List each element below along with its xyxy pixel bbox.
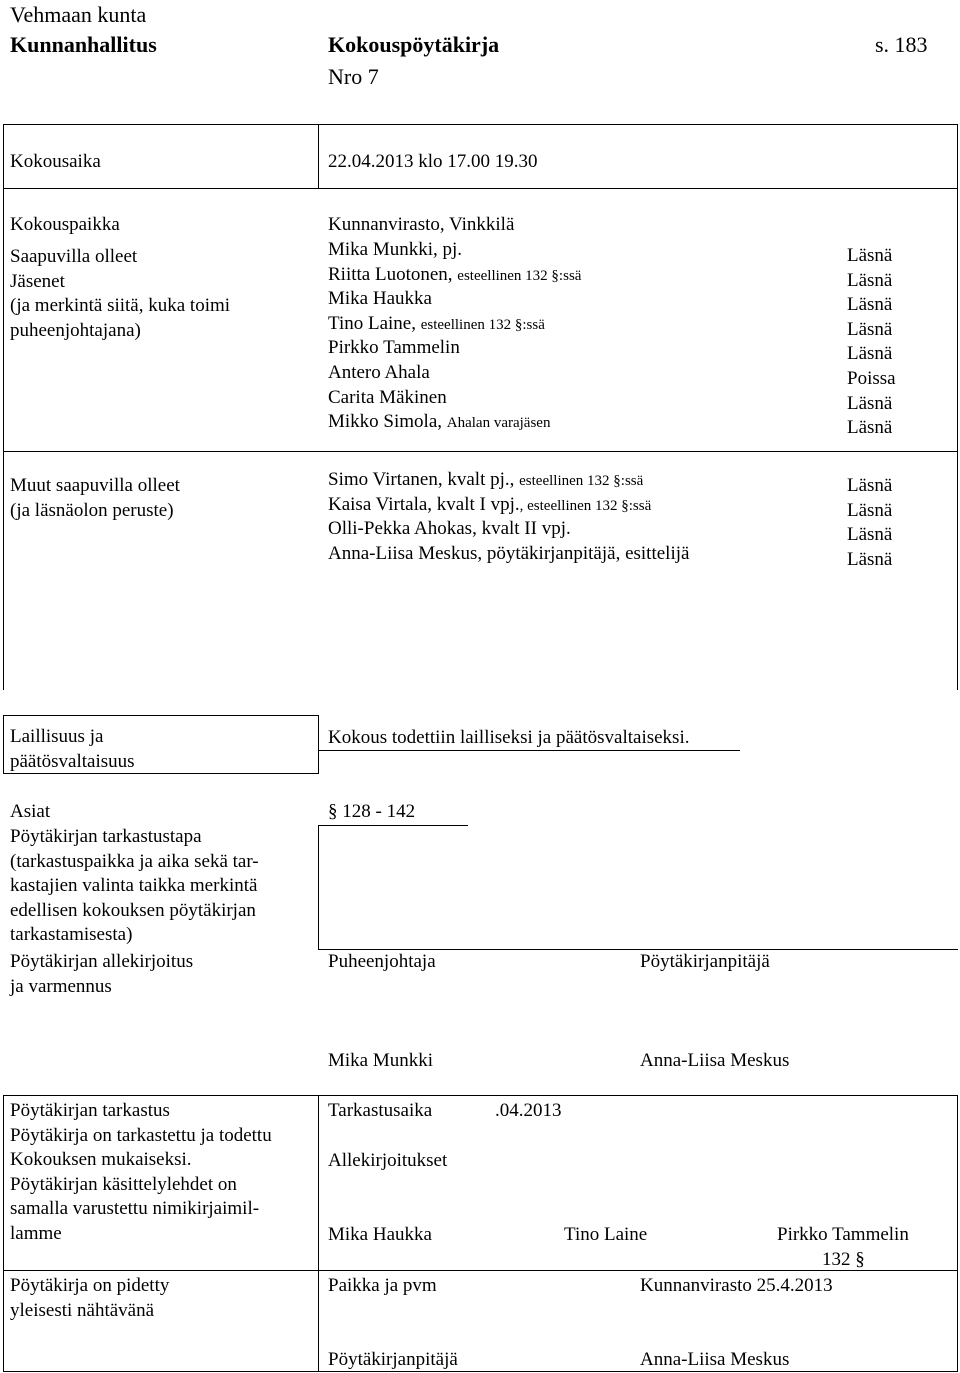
reviewer-name: Tino Laine [564, 1224, 648, 1245]
label-line: Kokouksen mukaiseksi. [10, 1149, 192, 1171]
label-line: Jäsenet [10, 270, 65, 292]
member-name: Carita Mäkinen [328, 386, 447, 408]
secretary-title: Pöytäkirjanpitäjä [640, 951, 770, 972]
page-number: s. 183 [875, 32, 928, 57]
label-line: Pöytäkirja on tarkastettu ja todettu [10, 1124, 272, 1146]
legality-mid-border [318, 715, 319, 774]
member-name: Riitta Luotonen, [328, 263, 453, 285]
box-right-border [957, 124, 958, 690]
secretary-name: Anna-Liisa Meskus [640, 1050, 790, 1071]
meeting-time-value: 22.04.2013 klo 17.00 19.30 [328, 151, 538, 172]
meeting-place-label: Kokouspaikka [10, 214, 120, 235]
others-label [10, 474, 180, 523]
other-name: Anna-Liisa Meskus, pöytäkirjanpitäjä, esittelijä [328, 542, 690, 564]
member-name: Pirkko Tammelin [328, 337, 460, 359]
label-line: Laillisuus ja [10, 726, 104, 747]
chair-name: Mika Munkki [328, 1050, 434, 1071]
chair-title: Puheenjohtaja [328, 951, 436, 972]
time-column-divider [318, 124, 319, 189]
member-name: Mikko Simola, [328, 411, 443, 433]
publication-label [10, 1274, 169, 1323]
member-status: Poissa [847, 367, 896, 389]
others-status-list [847, 474, 892, 572]
label-line: Pöytäkirjan allekirjoitus [10, 951, 194, 972]
other-name: Olli-Pekka Ahokas, kvalt II vpj. [328, 518, 571, 540]
signatures-label: Allekirjoitukset [328, 1150, 448, 1171]
other-note: esteellinen 132 §:ssä [519, 473, 644, 489]
review-mid-border [318, 1095, 319, 1372]
label-line: yleisesti nähtävänä [10, 1299, 155, 1321]
member-entry [328, 238, 581, 263]
review-time-value: .04.2013 [495, 1100, 562, 1121]
member-note: esteellinen 132 §:ssä [457, 267, 582, 284]
label-line: tarkastamisesta) [10, 924, 133, 946]
member-status: Läsnä [847, 269, 893, 291]
label-line: lamme [10, 1222, 62, 1244]
legality-value: Kokous todettiin lailliseksi ja päätösvaltaiseksi. [328, 727, 690, 748]
member-entry [328, 336, 581, 361]
review-time-label: Tarkastusaika [328, 1100, 433, 1121]
items-value: § 128 - 142 [328, 801, 416, 822]
body-name: Kunnanhallitus [10, 32, 157, 57]
other-name: Kaisa Virtala, kvalt I vpj. [328, 493, 520, 515]
member-entry [328, 361, 581, 386]
member-status: Läsnä [847, 392, 893, 414]
member-status: Läsnä [847, 343, 893, 365]
meeting-place-value: Kunnanvirasto, Vinkkilä [328, 214, 515, 235]
attendees-divider [3, 451, 958, 452]
reviewer-name: Mika Haukka [328, 1224, 432, 1245]
member-status-list [847, 244, 896, 441]
member-name: Mika Haukka [328, 288, 432, 310]
member-name: Tino Laine, [328, 312, 416, 334]
label-line: samalla varustettu nimikirjaimil- [10, 1198, 260, 1220]
legality-top-border [3, 715, 318, 716]
other-entry [328, 517, 689, 542]
publication-secretary-title: Pöytäkirjanpitäjä [328, 1349, 458, 1370]
member-entry [328, 410, 581, 435]
label-line: Muut saapuvilla olleet [10, 475, 180, 496]
member-status: Läsnä [847, 245, 893, 266]
reviewer-name: Pirkko Tammelin [777, 1224, 909, 1245]
other-entry [328, 468, 689, 493]
section-note: 132 § [822, 1249, 865, 1270]
member-note: Ahalan varajäsen [446, 415, 551, 432]
review-right-border [957, 1095, 958, 1372]
document-number: Nro 7 [328, 64, 379, 89]
label-line: (ja merkintä siitä, kuka toimi [10, 295, 231, 317]
label-line: (ja läsnäolon peruste) [10, 499, 174, 521]
label-line: ja varmennus [10, 975, 112, 997]
member-list [328, 238, 581, 435]
other-entry [328, 493, 689, 518]
review-method-label [10, 825, 259, 948]
signature-label [10, 950, 193, 999]
legality-left-border [3, 715, 4, 774]
member-name: Mika Munkki, pj. [328, 239, 463, 260]
box-left-border [3, 124, 4, 690]
other-status: Läsnä [847, 548, 893, 570]
review-bottom-border [3, 1371, 958, 1372]
legality-label [10, 725, 135, 774]
member-note: esteellinen 132 §:ssä [420, 316, 545, 333]
member-status: Läsnä [847, 318, 893, 340]
publication-divider [3, 1270, 958, 1271]
member-entry [328, 287, 581, 312]
member-entry [328, 312, 581, 337]
attendees-label [10, 245, 230, 343]
member-name: Antero Ahala [328, 361, 430, 383]
label-line: Pöytäkirjan käsittelylehdet on [10, 1173, 237, 1195]
label-line: Pöytäkirjan tarkastus [10, 1100, 170, 1121]
member-entry [328, 263, 581, 288]
time-place-divider [3, 188, 958, 189]
other-note: , esteellinen 132 §:ssä [519, 497, 652, 514]
member-status: Läsnä [847, 417, 893, 439]
label-line: Saapuvilla olleet [10, 246, 138, 267]
review-top-border [3, 1095, 958, 1096]
review-left-border [3, 1095, 4, 1372]
label-line: puheenjohtajana) [10, 319, 141, 341]
items-underline [318, 825, 468, 826]
other-status: Läsnä [847, 524, 893, 546]
document-type: Kokouspöytäkirja [328, 32, 500, 57]
legality-value-underline [318, 750, 740, 751]
member-status: Läsnä [847, 294, 893, 316]
review-method-divider [318, 825, 319, 950]
municipality-name: Vehmaan kunta [10, 2, 147, 27]
publication-place-label: Paikka ja pvm [328, 1275, 437, 1296]
other-status: Läsnä [847, 475, 893, 496]
items-label: Asiat [10, 801, 51, 822]
box-top-border [3, 124, 958, 125]
other-name: Simo Virtanen, kvalt pj., [328, 469, 515, 490]
member-entry [328, 386, 581, 411]
others-list [328, 468, 689, 566]
label-line: (tarkastuspaikka ja aika sekä tar- [10, 850, 259, 872]
label-line: edellisen kokouksen pöytäkirjan [10, 899, 256, 921]
meeting-time-label: Kokousaika [10, 151, 101, 172]
label-line: Pöytäkirja on pidetty [10, 1275, 170, 1296]
label-line: kastajien valinta taikka merkintä [10, 875, 258, 897]
other-entry [328, 542, 689, 567]
label-line: päätösvaltaisuus [10, 750, 135, 772]
publication-place-value: Kunnanvirasto 25.4.2013 [640, 1275, 833, 1296]
label-line: Pöytäkirjan tarkastustapa [10, 826, 202, 847]
review-label [10, 1099, 272, 1247]
publication-secretary-name: Anna-Liisa Meskus [640, 1349, 790, 1370]
other-status: Läsnä [847, 499, 893, 521]
